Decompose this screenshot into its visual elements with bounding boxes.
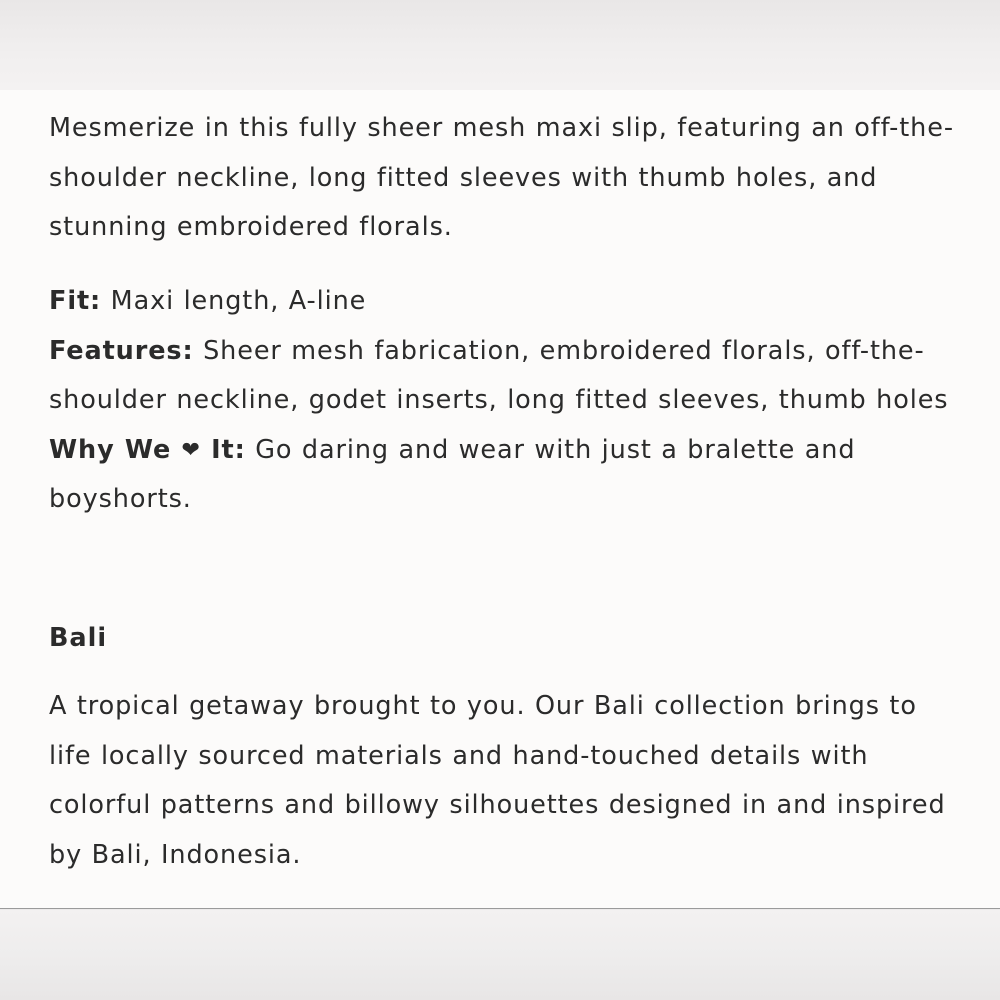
spec-fit (49, 277, 959, 327)
collection-title: Bali (49, 623, 108, 653)
spec-features-value: Sheer mesh fabrication, embroidered florals, off-the-shoulder neckline, godet inserts, long fitted sleeves, thumb holes (49, 335, 949, 415)
product-intro-text: Mesmerize in this fully sheer mesh maxi slip, featuring an off-the-shoulder neckline, long fitted sleeves with thumb holes, and stunning embroidered florals. (49, 113, 954, 242)
spec-why-label (49, 435, 246, 465)
blurred-background-bottom (0, 910, 1000, 1000)
spec-fit-value: Maxi length, A-line (101, 286, 367, 316)
spec-why-we-love-it (49, 426, 959, 525)
product-specs (49, 277, 959, 525)
spec-why-value: Go daring and wear with just a bralette and boyshorts. (49, 434, 856, 514)
product-description-panel (0, 90, 1000, 909)
spec-features (49, 327, 959, 426)
collection-description: A tropical getaway brought to you. Our Bali collection brings to life locally sourced materials and hand-touched details with colorful patterns and billowy silhouettes designed in and inspired by Bali, Indonesia. (49, 691, 946, 870)
spec-why-label-start: Why We (49, 434, 182, 465)
spec-why-label-end: It: (200, 434, 246, 465)
heart-icon: ❤ (181, 437, 201, 463)
spec-features-label: Features: (49, 335, 194, 366)
blurred-background-top (0, 0, 1000, 90)
spec-fit-label: Fit: (49, 286, 102, 316)
